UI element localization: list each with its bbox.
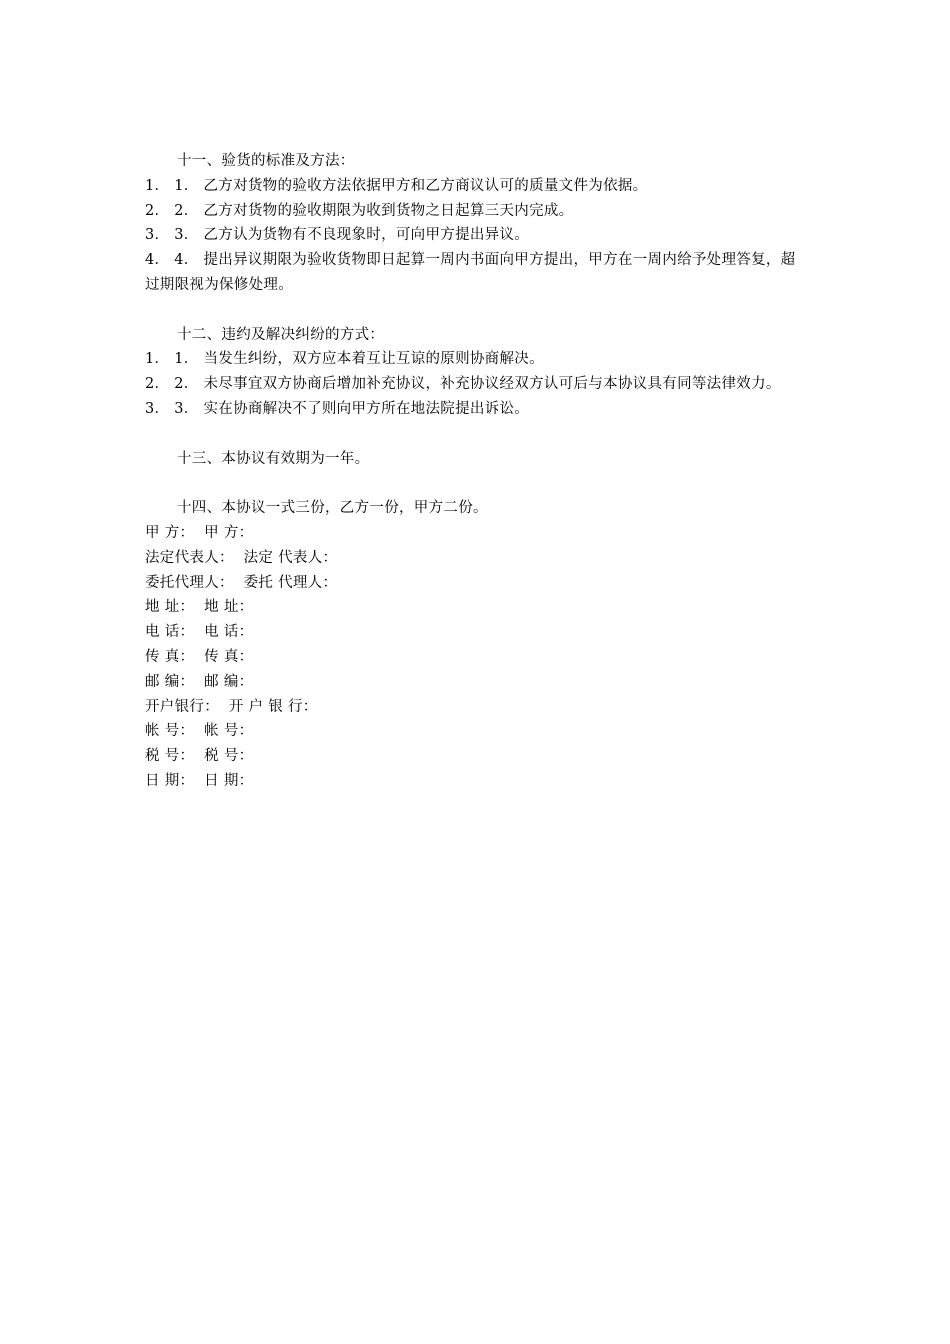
signature-row-postcode: 邮 编： 邮 编：	[145, 673, 254, 690]
signature-block	[145, 521, 810, 794]
blank-line	[145, 422, 810, 447]
list-item: 1． 1． 当发生纠纷，双方应本着互让互谅的原则协商解决。	[145, 351, 544, 368]
signature-row-tax-id: 税 号： 税 号：	[145, 748, 254, 765]
signature-row-address: 地 址： 地 址：	[145, 599, 254, 616]
section-heading-11: 十一、验货的标准及方法：	[177, 153, 355, 169]
blank-line	[145, 298, 810, 323]
section-heading-14: 十四、本协议一式三份，乙方一份，甲方二份。	[177, 500, 488, 517]
signature-row-legal-rep: 法定代表人： 法定 代表人：	[145, 549, 338, 566]
document-body	[145, 149, 810, 794]
list-item: 3． 3． 实在协商解决不了则向甲方所在地法院提出诉讼。	[145, 400, 530, 417]
signature-row-party: 甲 方： 甲 方：	[145, 524, 254, 541]
list-item: 2． 2． 乙方对货物的验收期限为收到货物之日起算三天内完成。	[145, 202, 574, 219]
list-item: 1． 1． 乙方对货物的验收方法依据甲方和乙方商议认可的质量文件为依据。	[145, 177, 648, 194]
section-heading-12: 十二、违约及解决纠纷的方式：	[177, 326, 385, 343]
list-item: 4． 4． 提出异议期限为验收货物即日起算一周内书面向甲方提出，甲方在一周内给予处理答复，超过期限视为保修处理。	[145, 252, 796, 293]
signature-row-agent: 委托代理人： 委托 代理人：	[145, 574, 338, 591]
list-item: 3． 3． 乙方认为货物有不良现象时，可向甲方提出异议。	[145, 227, 530, 244]
signature-row-phone: 电 话： 电 话：	[145, 624, 254, 641]
list-item: 2． 2． 未尽事宜双方协商后增加补充协议，补充协议经双方认可后与本协议具有同等法律效力。	[145, 376, 781, 393]
signature-row-fax: 传 真： 传 真：	[145, 648, 254, 665]
signature-row-bank: 开户银行： 开 户 银 行：	[145, 698, 318, 715]
signature-row-date: 日 期： 日 期：	[145, 772, 254, 789]
section-heading-13: 十三、本协议有效期为一年。	[177, 450, 370, 467]
blank-line	[145, 471, 810, 496]
signature-row-account: 帐 号： 帐 号：	[145, 723, 254, 740]
